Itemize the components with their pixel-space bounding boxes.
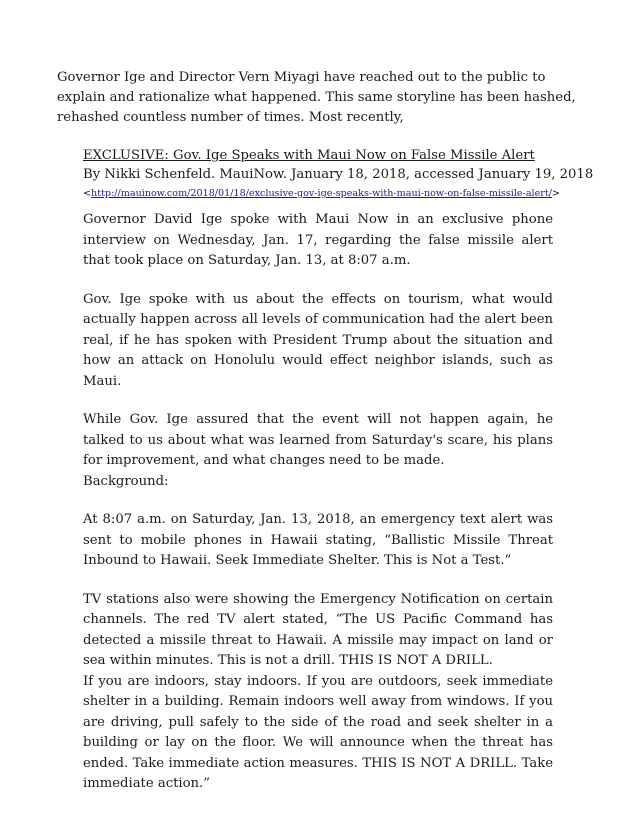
citation-byline: By Nikki Schenfeld. MauiNow. January 18, 2018, accessed January 19, 2018 (83, 167, 594, 182)
citation-title-link[interactable]: EXCLUSIVE: Gov. Ige Speaks with Maui Now on False Missile Alert (83, 148, 535, 163)
quote-paragraph-6: If you are indoors, stay indoors. If you are outdoors, seek immediate shelter in a building. Remain indoors well away from windows. If you are driving, pull safely to the side of the road and seek shelter in a building or lay on the floor. We will announce when the threat has ended. Take immediate action measures. THIS IS NOT A DRILL. Take immediate action.” (83, 673, 553, 791)
url-close-bracket: > (551, 188, 561, 199)
quote-paragraph-1: Governor David Ige spoke with Maui Now in an exclusive phone interview on Wednesday, Jan. 17, regarding the false missile alert that took place on Saturday, Jan. 13, at 8:07 a.m. (83, 212, 553, 268)
quote-paragraph-3: While Gov. Ige assured that the event will not happen again, he talked to us about what was learned from Saturday's scare, his plans for improvement, and what changes need to be made. (83, 412, 553, 468)
intro-paragraph: Governor Ige and Director Vern Miyagi have reached out to the public to explain and rationalize what happened. This same storyline has been hashed, rehashed countless number of times. Most recently, (57, 70, 576, 125)
quote-paragraph-2: Gov. Ige spoke with us about the effects on tourism, what would actually happen across all levels of communication had the alert been real, if he has spoken with President Trump about the situation and how an attack on Honolulu would effect neighbor islands, such as Maui. (83, 291, 553, 389)
citation-url-line (83, 184, 561, 203)
quote-paragraph-5: TV stations also were showing the Emergency Notification on certain channels. The red TV alert stated, “The US Pacific Command has detected a missile threat to Hawaii. A missile may impact on land or sea within minutes. This is not a drill. THIS IS NOT A DRILL. (83, 591, 553, 668)
url-open-bracket: < (83, 188, 92, 199)
citation-url-link[interactable]: http://mauinow.com/2018/01/18/exclusive-gov-ige-speaks-with-maui-now-on-false-missile-alert/ (91, 188, 552, 199)
quote-paragraph-4: At 8:07 a.m. on Saturday, Jan. 13, 2018, an emergency text alert was sent to mobile phones in Hawaii stating, “Ballistic Missile Threat Inbound to Hawaii. Seek Immediate Shelter. This is Not a Test.” (83, 512, 553, 568)
background-heading: Background: (83, 473, 169, 489)
block-quote (83, 210, 553, 795)
citation-block (83, 146, 594, 203)
